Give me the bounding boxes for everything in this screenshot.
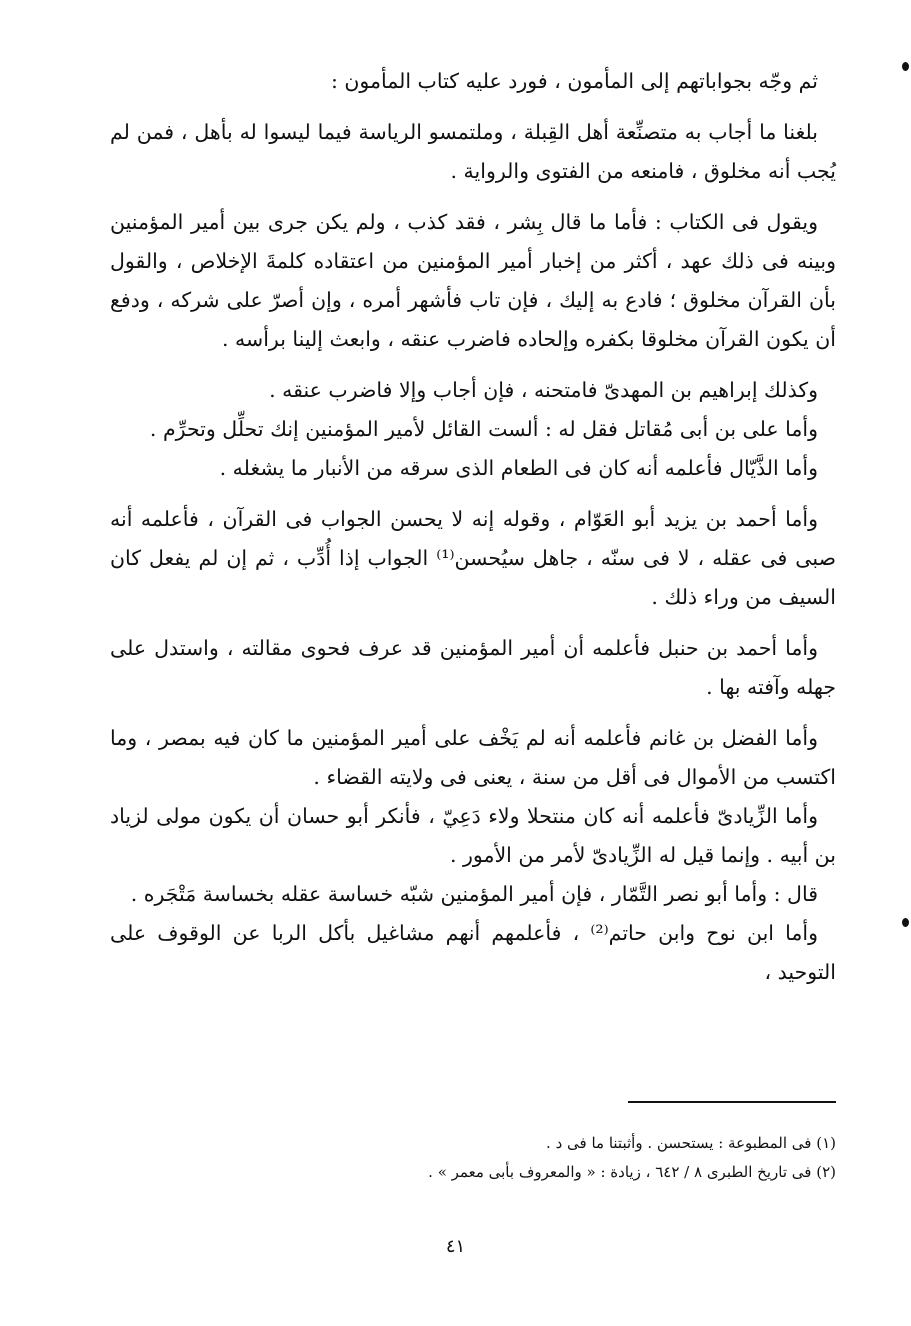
paragraph: وكذلك إبراهيم بن المهدىّ فامتحنه ، فإن أجاب وإلا فاضرب عنقه . [269,378,818,402]
paragraph: ويقول فى الكتاب : فأما ما قال بِشر ، فقد كذب ، ولم يكن جرى بين أمير المؤمنين وبينه فى ذلك عهد ، أكثر من إخبار أمير المؤمنين من اعتقاده كلمةَ الإخلاص ، والقول بأن القرآن مخلوق ؛ فادع به إليك ، فإن تاب فأشهر أمره ، وإن أصرّ على شركه ، ودفع أن يكون القرآن مخلوقا بكفره وإلحاده فاضرب عنقه ، وابعث إلينا برأسه . [110,210,836,351]
main-text [110,62,836,992]
paragraph: وأما على بن أبى مُقاتل فقل له : ألست القائل لأمير المؤمنين إنك تحلِّل وتحرِّم . [149,417,818,441]
paragraph: وأما أحمد بن يزيد أبو العَوّام ، وقوله إنه لا يحسن الجواب فى القرآن ، فأعلمه أنه صبى فى عقله ، لا فى سنّه ، جاهل سيُحسن⁽¹⁾ الجواب إذا أُدِّب ، ثم إن لم يفعل كان السيف من وراء ذلك . [110,507,836,609]
paragraph: قال : وأما أبو نصر التَّمّار ، فإن أمير المؤمنين شبّه خساسة عقله بخساسة مَتْجَره . [130,882,818,906]
footnotes [110,1129,836,1187]
paragraph: بلغنا ما أجاب به متصنِّعة أهل القِبلة ، وملتمسو الرياسة فيما ليسوا له بأهل ، فمن لم يُجب أنه مخلوق ، فامنعه من الفتوى والرواية . [110,120,836,183]
footnote: (٢) فى تاريخ الطبرى ٨ / ٦٤٢ ، زيادة : « والمعروف بأبى معمر » . [428,1163,836,1181]
paragraph: وأما أحمد بن حنبل فأعلمه أن أمير المؤمنين قد عرف فحوى مقالته ، واستدل على جهله وآفته بها . [110,636,836,699]
paragraph: وأما الزِّيادىّ فأعلمه أنه كان منتحلا ولاء دَعِيّ ، فأنكر أبو حسان أن يكون مولى لزياد بن أبيه . وإنما قيل له الزِّيادىّ لأمر من الأمور . [110,804,836,867]
margin-mark [902,62,909,71]
page-number: ٤١ [445,1236,466,1257]
paragraph: وأما الذَّيّال فأعلمه أنه كان فى الطعام الذى سرقه من الأنبار ما يشغله . [219,456,818,480]
paragraph: وأما الفضل بن غانم فأعلمه أنه لم يَخْف على أمير المؤمنين ما كان فيه بمصر ، وما اكتسب من الأموال فى أقل من سنة ، يعنى فى ولايته القضاء . [110,726,836,789]
paragraph: ثم وجّه بجواباتهم إلى المأمون ، فورد عليه كتاب المأمون : [330,69,818,93]
footnote: (١) فى المطبوعة : يستحسن . وأثبتنا ما فى د . [546,1134,836,1152]
paragraph: وأما ابن نوح وابن حاتم⁽²⁾ ، فأعلمهم أنهم مشاغيل بأكل الربا عن الوقوف على التوحيد ، [110,921,836,984]
margin-mark [902,918,909,927]
footnote-divider [628,1101,836,1103]
